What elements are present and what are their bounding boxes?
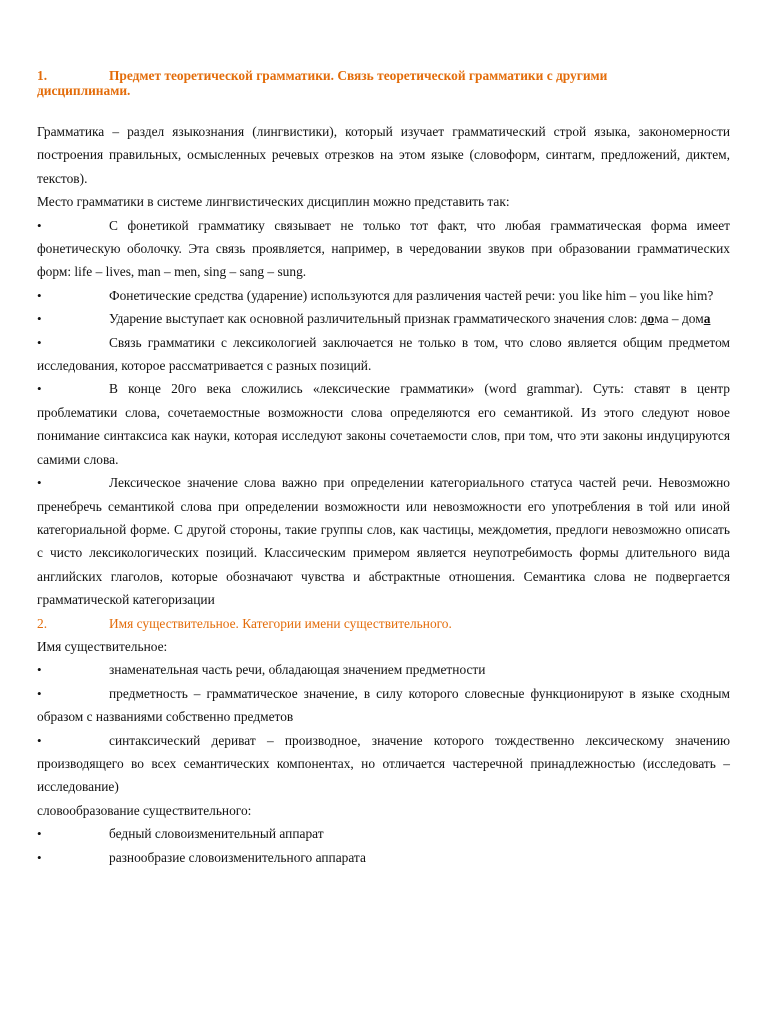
stressed-vowel: о [647,311,655,327]
list-item-text: В конце 20го века сложились «лексические грамматики» (word grammar). Суть: ставят в центр проблематики слова, сочетаемостные возможности слова определяются его семантикой. Из этого следуют новое понимание синтаксиса как науки, которая исследуют законы сочетаемости слов, при том, что эти законы индуцируются самими слова. [37,381,730,467]
place-paragraph: Место грамматики в системе лингвистических дисциплин можно представить так: [37,194,510,210]
bullet-icon: • [37,217,42,233]
list-item-text: разнообразие словоизменительного аппарата [109,849,366,865]
list-item-text: ма – дом [654,311,704,327]
bullet-icon: • [37,849,42,865]
bullet-icon: • [37,662,42,678]
noun-label: Имя существительное: [37,638,168,654]
list-item [37,471,730,611]
list-item-text: С фонетикой грамматику связывает не только тот факт, что любая грамматическая форма имеет фонетическую оболочку. Эта связь проявляется, например, в чередовании звуков при образовании грамматических форм: life – lives, man – men, sing – sang – sung. [37,217,730,280]
list-item-text: Лексическое значение слова важно при определении категориального статуса частей речи. Невозможно пренебречь семантикой слова при определении возможности или невозможности его употребления в той или иной категориальной форме. С другой стороны, такие группы слов, как частицы, междометия, предлоги невозможно описать с чисто лексикологических позиций. Классическим примером является неупотребимость формы длительного вида английских глаголов, которые обозначают чувства и абстрактные отношения. Семантика слова не подвергается грамматической категоризации [37,475,730,608]
list-item [37,284,730,307]
bullet-icon: • [37,381,42,397]
intro-paragraph: Грамматика – раздел языкознания (лингвистики), который изучает грамматический строй языка, закономерности построения правильных, осмысленных речевых отрезков на этом языке (словоформ, синтагм, предложений, диктем, текстов). [37,124,730,186]
list-item [37,658,730,681]
bullet-icon: • [37,685,42,701]
bullet-icon: • [37,732,42,748]
list-item-text: знаменательная часть речи, обладающая значением предметности [109,662,486,678]
section-title-1-line2: дисциплинами. [37,83,131,98]
list-item [37,377,730,471]
bullet-icon: • [37,334,42,350]
list-item [37,682,730,729]
list-item-text: бедный словоизменительный аппарат [109,826,324,842]
list-item [37,729,730,799]
list-item [37,846,730,869]
list-item-text: Связь грамматики с лексикологией заключается не только в том, что слово является общим предметом исследования, которое рассматривается с разных позиций. [37,334,730,374]
list-item-text: синтаксический дериват – производное, значение которого тождественно лексическому значению производящего во всех семантических компонентах, но отличается частеречной принадлежностью (исследовать – исследование) [37,732,730,795]
bullet-icon: • [37,287,42,303]
list-item [37,214,730,284]
list-item-text: предметность – грамматическое значение, в силу которого словесные функционируют в языке сходным образом с названиями собственно предметов [37,685,730,725]
section-number-2: 2. [37,615,48,631]
list-item-text: Ударение выступает как основной различительный признак грамматического значения слов: д [109,311,648,327]
list-item [37,822,730,845]
section-number-1: 1. [37,68,48,83]
bullet-icon: • [37,311,42,327]
bullet-icon: • [37,826,42,842]
list-item-text: Фонетические средства (ударение) используются для различения частей речи: you like him – you like him? [109,287,714,303]
bullet-icon: • [37,475,42,491]
section-title-1-line1: Предмет теоретической грамматики. Связь теоретической грамматики с другими [109,68,608,83]
section-heading-2 [37,612,730,635]
section-title-1 [37,68,608,98]
list-item [37,307,730,330]
section-title-2: Имя существительное. Категории имени существительного. [109,615,452,631]
stressed-vowel: а [703,311,711,327]
derivation-label: словообразование существительного: [37,802,252,818]
section-heading-1 [37,68,730,98]
list-item [37,331,730,378]
